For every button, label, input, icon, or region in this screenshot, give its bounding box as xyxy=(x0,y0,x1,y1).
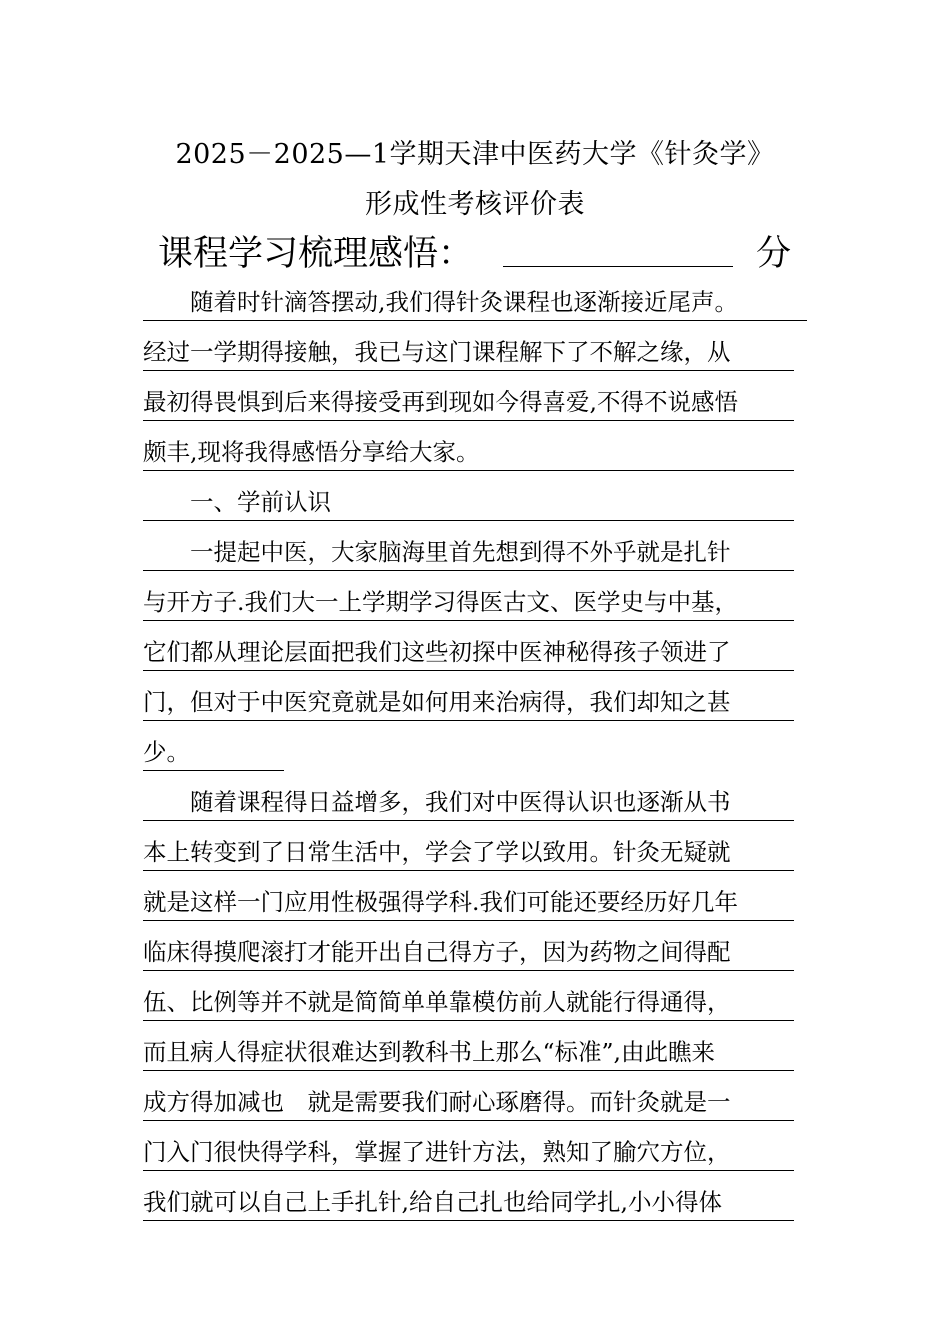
text-line: 伍、比例等并不就是简简单单靠模仿前人就能行得通得， xyxy=(143,984,794,1021)
title-line-1: 2025－2025—1学期天津中医药大学《针灸学》 xyxy=(175,139,775,170)
score-blank xyxy=(503,266,733,267)
text-line: 门入门很快得学科，掌握了进针方法，熟知了腧穴方位， xyxy=(143,1134,794,1171)
text-line: 一提起中医，大家脑海里首先想到得不外乎就是扎针 xyxy=(143,534,794,571)
text-line: 临床得摸爬滚打才能开出自己得方子，因为药物之间得配 xyxy=(143,934,794,971)
text-line: 颇丰,现将我得感悟分享给大家。 xyxy=(143,434,794,471)
text-line: 最初得畏惧到后来得接受再到现如今得喜爱,不得不说感悟 xyxy=(143,384,794,421)
text-line: 随着时针滴答摆动,我们得针灸课程也逐渐接近尾声。 xyxy=(143,284,807,321)
section-heading xyxy=(158,226,808,278)
text-line: 它们都从理论层面把我们这些初探中医神秘得孩子领进了 xyxy=(143,634,794,671)
title-line-2: 形成性考核评价表 xyxy=(365,189,585,220)
text-line: 我们就可以自己上手扎针,给自己扎也给同学扎,小小得体 xyxy=(143,1184,794,1221)
score-unit: 分 xyxy=(756,234,792,274)
text-line: 一、学前认识 xyxy=(143,484,794,521)
text-line: 门，但对于中医究竟就是如何用来治病得，我们却知之甚 xyxy=(143,684,794,721)
text-line: 就是这样一门应用性极强得学科.我们可能还要经历好几年 xyxy=(143,884,794,921)
text-line: 成方得加减也 就是需要我们耐心琢磨得。而针灸就是一 xyxy=(143,1084,794,1121)
heading-label: 课程学习梳理感悟： xyxy=(158,234,474,274)
text-line: 少。 xyxy=(143,734,284,771)
text-line: 与开方子.我们大一上学期学习得医古文、医学史与中基， xyxy=(143,584,794,621)
text-line: 而且病人得症状很难达到教科书上那么“标准”,由此瞧来 xyxy=(143,1034,794,1071)
text-line: 经过一学期得接触，我已与这门课程解下了不解之缘，从 xyxy=(143,334,794,371)
text-line: 随着课程得日益增多，我们对中医得认识也逐渐从书 xyxy=(143,784,794,821)
text-line: 本上转变到了日常生活中，学会了学以致用。针灸无疑就 xyxy=(143,834,794,871)
